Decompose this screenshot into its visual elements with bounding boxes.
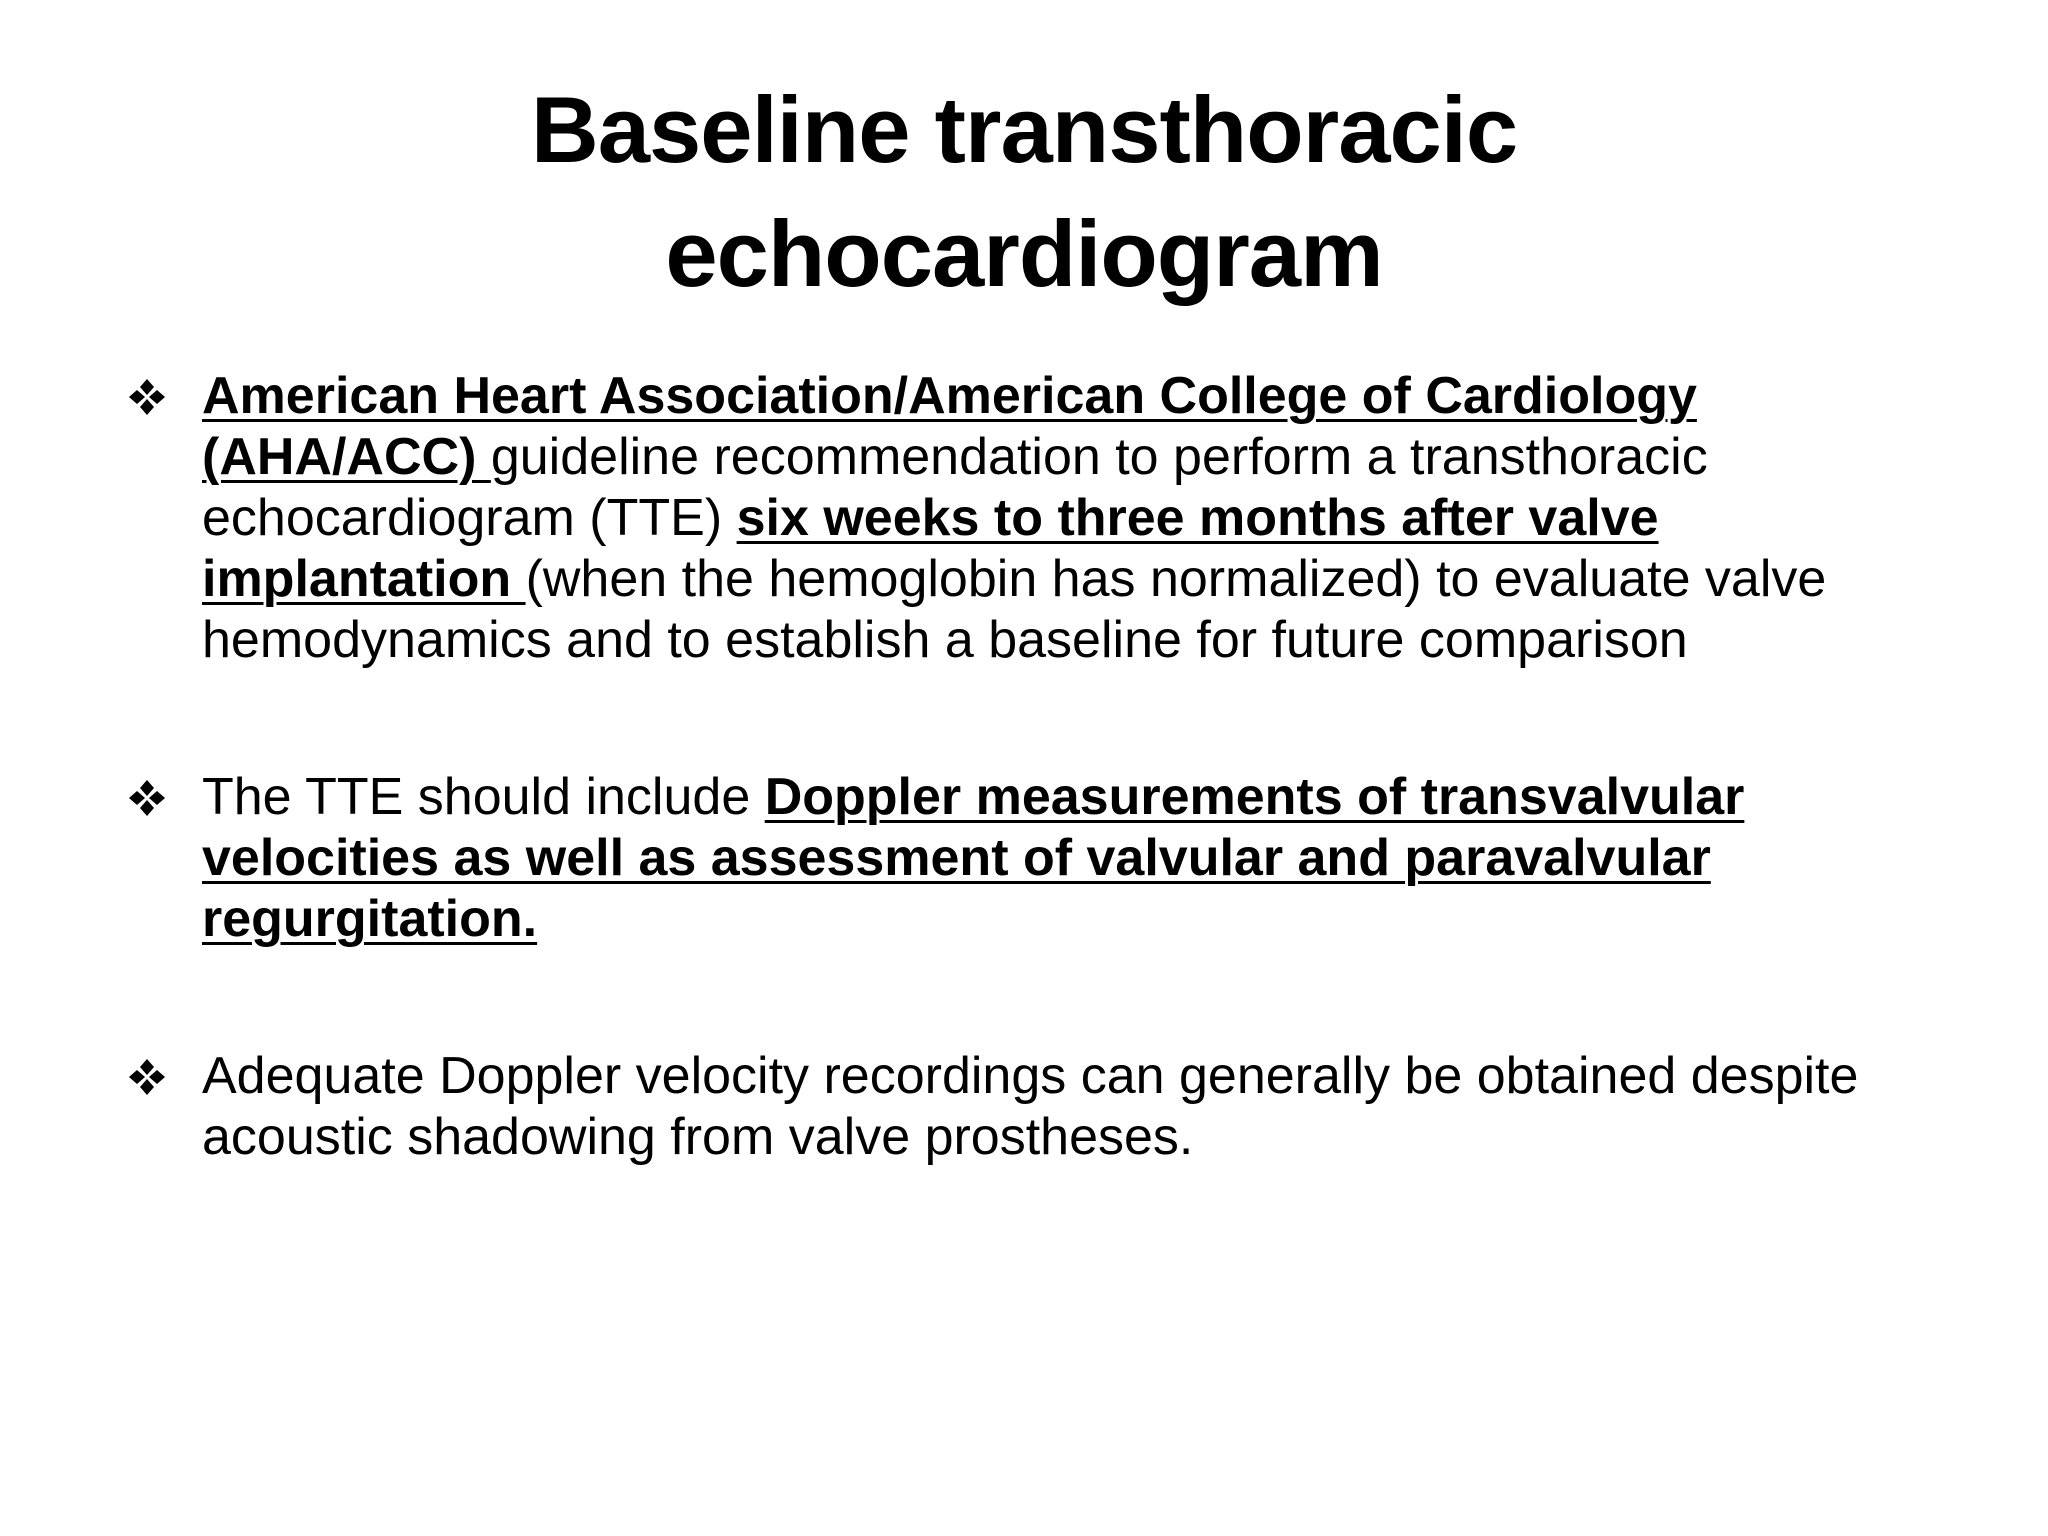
- slide-title-line-2: echocardiogram: [665, 201, 1383, 306]
- bullet-item-doppler-recordings: [128, 1046, 1928, 1168]
- slide-title: [200, 68, 1848, 316]
- bullet-item-aha-acc: [128, 366, 1928, 671]
- bullet-item-tte-doppler: [128, 767, 1928, 950]
- four-diamond-bullet-icon: [128, 378, 166, 416]
- bullet-list: [128, 366, 1928, 1168]
- bullet-2-emphasis: Doppler measurements of transvalvular velocities as well as assessment of valvular and paravalvular regurgitation.: [202, 768, 1745, 948]
- four-diamond-bullet-icon: [128, 1058, 166, 1096]
- bullet-3-text: Adequate Doppler velocity recordings can generally be obtained despite acoustic shadowing from valve prostheses.: [202, 1047, 1859, 1166]
- slide-title-line-1: Baseline transthoracic: [530, 77, 1518, 182]
- bullet-1-text-b: (when the hemoglobin has normalized) to evaluate valve hemodynamics and to establish a baseline for future comparison: [202, 550, 1827, 669]
- four-diamond-bullet-icon: [128, 779, 166, 817]
- bullet-2-text: The TTE should include: [202, 768, 765, 826]
- bullet-1-emphasis-guideline: American Heart Association/American College of Cardiology (AHA/ACC): [202, 367, 1697, 486]
- bullet-1-emphasis-timing: six weeks to three months after valve implantation: [202, 489, 1659, 608]
- bullet-1-text-a: guideline recommendation to perform a transthoracic echocardiogram (TTE): [202, 428, 1708, 547]
